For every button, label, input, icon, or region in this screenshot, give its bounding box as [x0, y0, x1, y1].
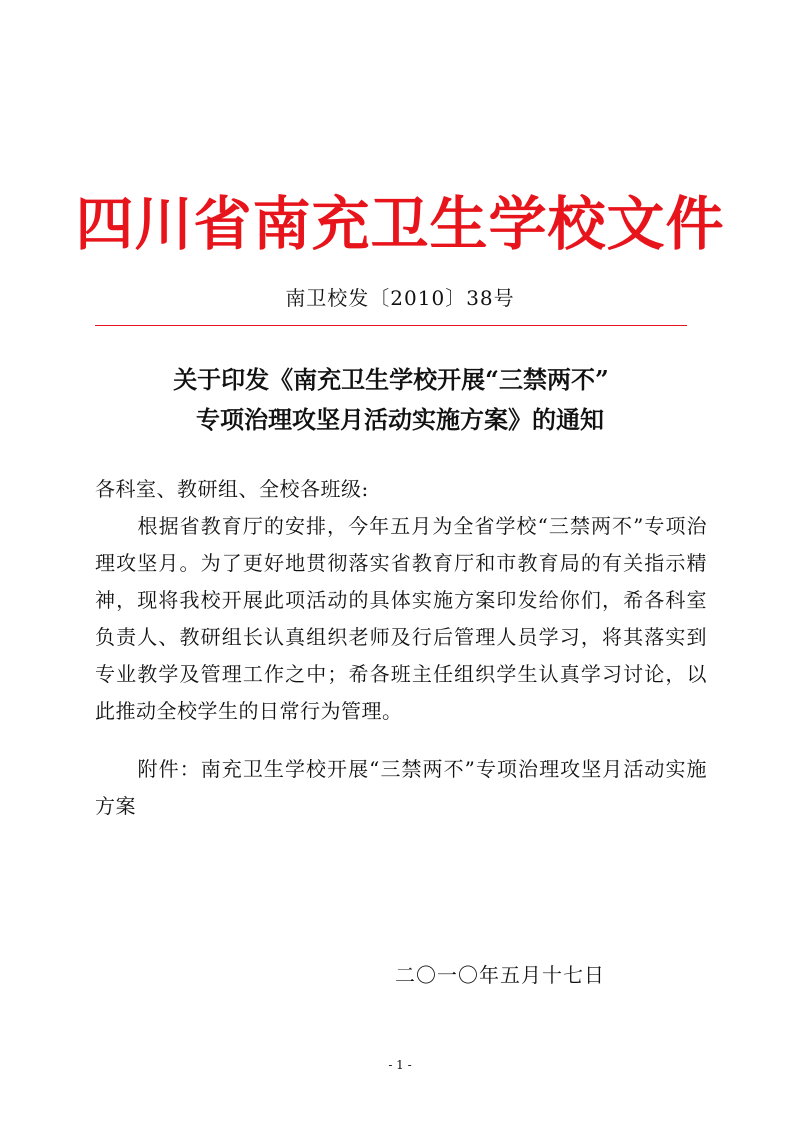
issue-date: 二〇一〇年五月十七日	[395, 963, 605, 987]
body-paragraph	[95, 508, 707, 730]
notice-title	[0, 360, 800, 440]
attachment-text: 附件：南充卫生学校开展“三禁两不”专项治理攻坚月活动实施方案	[95, 757, 707, 818]
document-header-title: 四川省南充卫生学校文件	[75, 190, 725, 258]
body-paragraph-text: 根据省教育厅的安排，今年五月为全省学校“三禁两不”专项治理攻坚月。为了更好地贯彻落实省教育厅和市教育局的有关指示精神，现将我校开展此项活动的具体实施方案印发给你们，希各科室负责人、教研组长认真组织老师及行后管理人员学习，将其落实到专业教学及管理工作之中；希各班主任组织学生认真学习讨论，以此推动全校学生的日常行为管理。	[95, 514, 707, 723]
notice-title-line-2: 专项治理攻坚月活动实施方案》的通知	[196, 405, 604, 434]
red-divider-line	[95, 325, 687, 326]
addressee: 各科室、教研组、全校各班级:	[95, 477, 369, 501]
document-number: 南卫校发〔2010〕38号	[285, 286, 515, 310]
page-number: - 1 -	[388, 1058, 412, 1072]
notice-title-line-1: 关于印发《南充卫生学校开展“三禁两不”	[173, 365, 609, 394]
attachment-note	[95, 751, 707, 825]
